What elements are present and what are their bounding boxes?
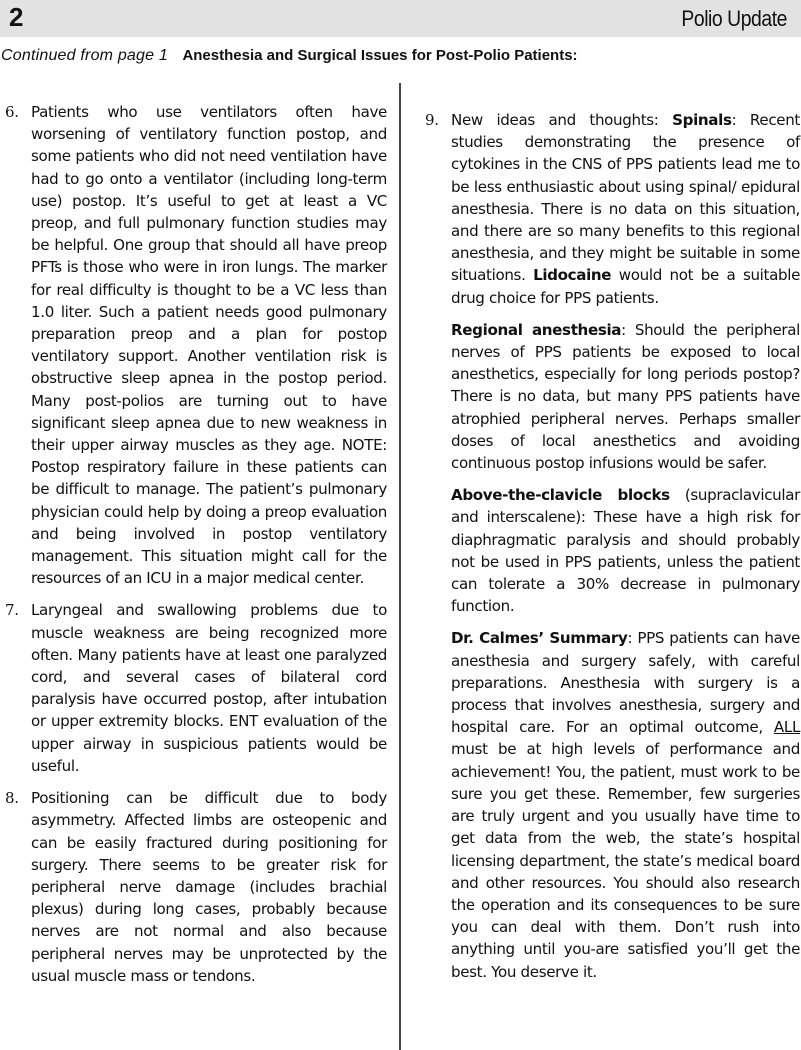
regional-anesthesia-paragraph bbox=[451, 319, 800, 474]
left-column bbox=[5, 101, 387, 997]
column-divider bbox=[399, 83, 401, 1050]
spinals-text: : Recent studies demonstrating the presence of cytokines in the CNS of PPS patients lead me to be less enthusiastic about using spinal/ epidural anesthesia. There is no data on this situation, and there are so many benefits to this regional anesthesia, and they might be suitable in some situations. bbox=[451, 111, 800, 285]
summary-paragraph bbox=[451, 627, 800, 982]
summary-text-before: : PPS patients can have anesthesia and surgery safely, with careful preparations. Anesthesia with surgery is a process that involves anesthesia, surgery and hospital care. For an optimal outcome, bbox=[451, 629, 800, 737]
lidocaine-text: would not be a suitable drug choice for PPS patients. bbox=[451, 266, 800, 307]
summary-label: Dr. Calmes’ Summary bbox=[451, 629, 628, 648]
article-title: Anesthesia and Surgical Issues for Post-Polio Patients: bbox=[182, 47, 578, 64]
page-header-bar bbox=[0, 0, 801, 37]
summary-underlined: ALL bbox=[773, 718, 800, 737]
spinals-label: Spinals bbox=[672, 111, 732, 129]
lidocaine-label: Lidocaine bbox=[533, 266, 612, 285]
regional-label: Regional anesthesia bbox=[451, 320, 622, 339]
clavicle-blocks-paragraph bbox=[451, 484, 800, 617]
list-item-7 bbox=[5, 599, 387, 777]
item-text: Patients who use ventilators often have worsening of ventilatory function postop, and some patients who did not need ventilation have had to go onto a ventilator (including long-term use) postop. It’s useful to get at least a VC preop, and full pulmonary function studies may be helpful. One group that should all have preop PFTs is those who were in iron lungs. The marker for real difficulty is thought to be a VC less than 1.0 liter. Such a patient needs good pulmonary preparation preop and a plan for postop ventilatory support. Another ventilation risk is obstructive sleep apnea in the postop period. Many post-polios are turning out to have significant sleep apnea due to new weakness in their upper airway muscles as they age. NOTE: Postop respiratory failure in these patients can be difficult to manage. The patient’s pulmonary physician could help by doing a preop evaluation and being involved in postop ventilatory management. This situation might call for the resources of an ICU in a major medical center. bbox=[31, 103, 387, 588]
summary-text-after: must be at high levels of performance and achievement! You, the patient, must work to be sure you get these. Remember, few surgeries are truly urgent and you usually have time to get data from the web, the state’s hospital licensing department, the state’s medical board and other resources. You should also research the operation and its consequences to be sure you can deal with them. Don’t rush into anything until you-are satisfied you’ll get the best. You deserve it. bbox=[451, 740, 800, 981]
regional-text: : Should the peripheral nerves of PPS patients be exposed to local anesthetics, especially for long periods postop? There is no data, but many PPS patients have atrophied peripheral nerves. Perhaps smaller doses of local anesthetics and avoiding continuous postop infusions would be safer. bbox=[451, 320, 800, 473]
item-text: Positioning can be difficult due to body asymmetry. Affected limbs are osteopenic and can be easily fractured during positioning for surgery. There seems to be greater risk for peripheral nerve damage (includes brachial plexus) during long cases, probably because nerves are not normal and also because peripheral nerves may be unprotected by the usual muscle mass or tendons. bbox=[31, 789, 387, 985]
clavicle-label: Above-the-clavicle blocks bbox=[451, 486, 670, 505]
item-number: 8. bbox=[5, 789, 19, 808]
list-item-6 bbox=[5, 101, 387, 589]
list-item-8 bbox=[5, 787, 387, 987]
continued-label: Continued from page 1 bbox=[1, 47, 168, 64]
item-number: 7. bbox=[5, 601, 19, 620]
publication-title: Polio Update bbox=[681, 6, 787, 31]
page-number: 2 bbox=[9, 2, 24, 32]
list-item-9 bbox=[425, 109, 800, 309]
item-intro: New ideas and thoughts: bbox=[451, 111, 673, 129]
item-text: Laryngeal and swallowing problems due to muscle weakness are being recognized more often. Many patients have at least one paralyzed cord, and several cases of bilateral cord paralysis have occurred postop, after intubation or upper extremity blocks. ENT evaluation of the upper airway in suspicious patients would be useful. bbox=[31, 601, 387, 775]
continued-heading bbox=[1, 47, 578, 65]
clavicle-text: (supraclavicular and interscalene): These have a high risk for diaphragmatic paralysis and should probably not be used in PPS patients, unless the patient can tolerate a 30% decrease in pulmonary function. bbox=[451, 486, 800, 616]
right-column bbox=[425, 109, 800, 993]
item-number: 6. bbox=[5, 103, 19, 121]
item-number: 9. bbox=[425, 111, 439, 129]
